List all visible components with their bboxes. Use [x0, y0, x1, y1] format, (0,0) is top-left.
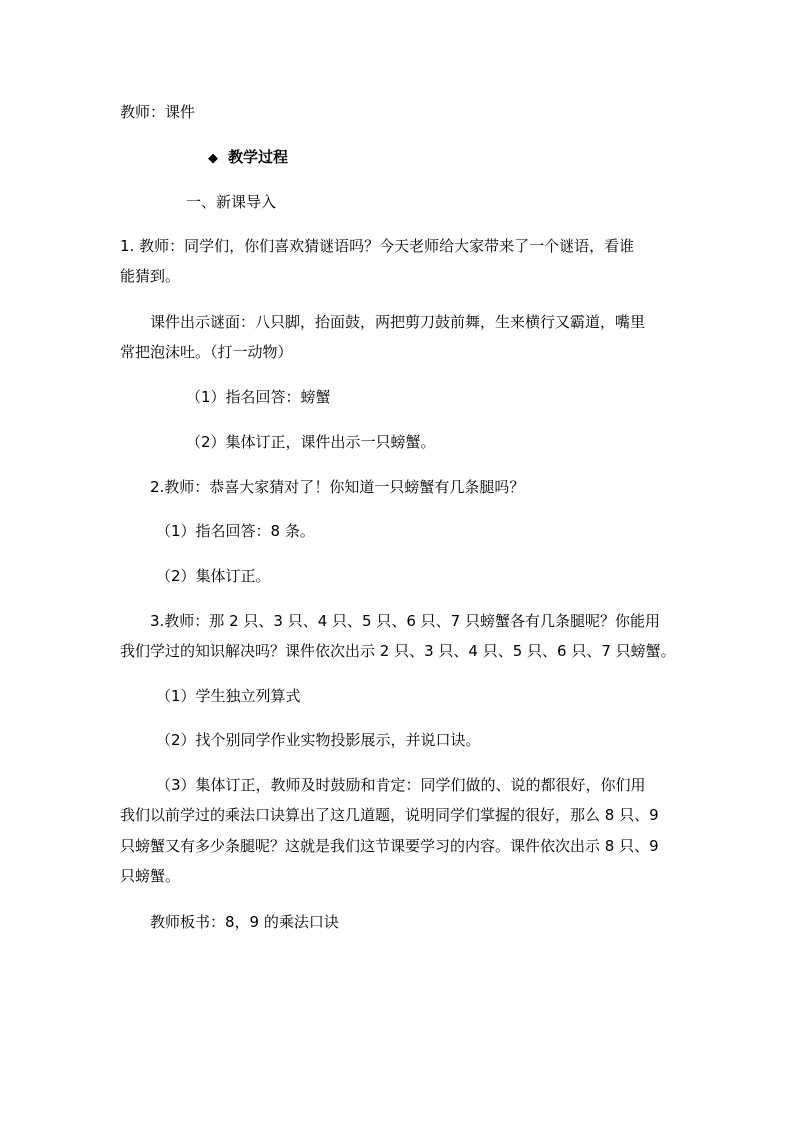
subsection-title: 一、新课导入 [186, 193, 277, 211]
item3-sub1: （1）学生独立列算式 [156, 687, 301, 705]
riddle-line2: 常把泡沫吐。（打一动物） [120, 343, 293, 361]
item3-line1: 3.教师：那 2 只、3 只、4 只、5 只、6 只、7 只螃蟹各有几条腿呢？你能用 [150, 612, 660, 630]
item3-sub3-line3: 只螃蟹又有多少条腿呢？这就是我们这节课要学习的内容。课件依次出示 8 只、9 [120, 837, 659, 855]
item1-line1: 1. 教师：同学们，你们喜欢猜谜语吗？今天老师给大家带来了一个谜语，看谁 [120, 237, 635, 255]
item3-line2: 我们学过的知识解决吗？课件依次出示 2 只、3 只、4 只、5 只、6 只、7 只螃蟹。 [120, 642, 676, 660]
section-heading [208, 147, 288, 169]
diamond-bullet-icon: ◆ [208, 151, 218, 166]
section-title: 教学过程 [228, 148, 289, 166]
item3-sub2: （2）找个别同学作业实物投影展示，并说口诀。 [156, 731, 481, 749]
item3-sub3-line4: 只螃蟹。 [120, 867, 181, 885]
item3-sub3-line1: （3）集体订正，教师及时鼓励和肯定：同学们做的、说的都很好，你们用 [156, 776, 646, 794]
item2-sub1: （1）指名回答：8 条。 [156, 522, 315, 540]
riddle-line1: 课件出示谜面：八只脚，抬面鼓，两把剪刀鼓前舞，生来横行又霸道，嘴里 [150, 313, 646, 331]
board-title: 教师板书：8，9 的乘法口诀 [150, 913, 339, 931]
header-line: 教师：课件 [120, 103, 196, 121]
item1-sub1: （1）指名回答：螃蟹 [186, 388, 331, 406]
item2-sub2: （2）集体订正。 [156, 567, 271, 585]
item1-sub2: （2）集体订正，课件出示一只螃蟹。 [186, 433, 436, 451]
item3-sub3-line2: 我们以前学过的乘法口诀算出了这几道题，说明同学们掌握的很好，那么 8 只、9 [120, 806, 659, 824]
item2: 2.教师：恭喜大家猜对了！你知道一只螃蟹有几条腿吗？ [150, 478, 525, 496]
item1-line2: 能猜到。 [120, 267, 181, 285]
